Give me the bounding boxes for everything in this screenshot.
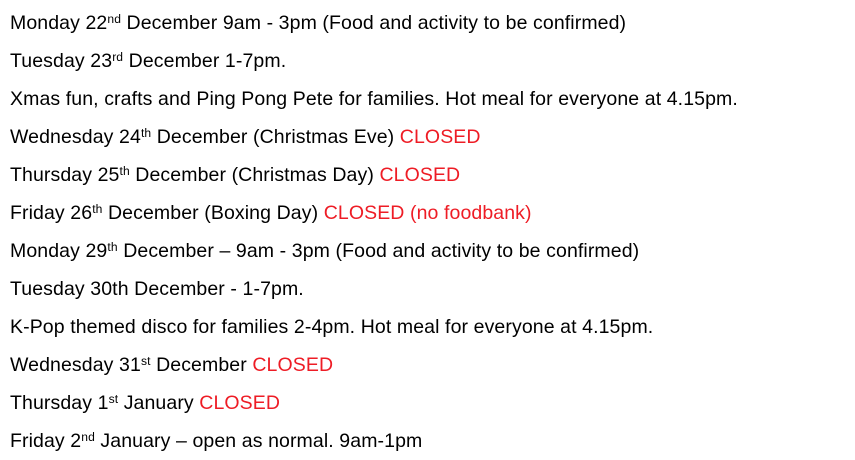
schedule-line <box>10 346 855 384</box>
schedule-text: Xmas fun, crafts and Ping Pong Pete for families. Hot meal for everyone at 4.15pm. <box>10 88 738 110</box>
schedule-text: Wednesday 31 <box>10 354 141 376</box>
schedule-text: December (Boxing Day) <box>102 202 324 224</box>
schedule-line <box>10 270 855 308</box>
closed-label: CLOSED <box>379 164 461 186</box>
schedule-text: December (Christmas Eve) <box>151 126 400 148</box>
schedule-line <box>10 156 855 194</box>
closed-label: CLOSED <box>399 126 481 148</box>
schedule-line <box>10 80 855 118</box>
ordinal-suffix: nd <box>81 429 95 444</box>
closed-label: CLOSED <box>199 392 281 414</box>
ordinal-suffix: st <box>140 353 151 368</box>
schedule-text: December – 9am - 3pm (Food and activity to be confirmed) <box>117 240 640 262</box>
schedule-text: December <box>150 354 253 376</box>
closed-label: CLOSED <box>252 354 334 376</box>
schedule-text: Monday 29 <box>10 240 108 262</box>
schedule-line <box>10 308 855 346</box>
schedule-line <box>10 4 855 42</box>
schedule-line <box>10 422 855 460</box>
schedule-line <box>10 194 855 232</box>
schedule-text: Tuesday 30th December - 1-7pm. <box>10 278 304 300</box>
schedule-text: K-Pop themed disco for families 2-4pm. Hot meal for everyone at 4.15pm. <box>10 316 654 338</box>
schedule-text: January – open as normal. 9am-1pm <box>94 430 423 452</box>
schedule-text: January <box>118 392 200 414</box>
schedule-text: Friday 26 <box>10 202 93 224</box>
schedule-text: Friday 2 <box>10 430 82 452</box>
schedule-text: Monday 22 <box>10 12 108 34</box>
ordinal-suffix: th <box>140 125 152 140</box>
schedule-line <box>10 384 855 422</box>
schedule-text: Thursday 1 <box>10 392 109 414</box>
ordinal-suffix: st <box>108 391 119 406</box>
schedule-text: December 1-7pm. <box>123 50 287 72</box>
ordinal-suffix: th <box>92 201 103 216</box>
schedule-text: December (Christmas Day) <box>129 164 380 186</box>
schedule-text: Tuesday 23 <box>10 50 113 72</box>
schedule-text: Wednesday 24 <box>10 126 141 148</box>
ordinal-suffix: th <box>107 239 118 254</box>
schedule-line <box>10 42 855 80</box>
schedule-line <box>10 118 855 156</box>
ordinal-suffix: nd <box>107 11 122 26</box>
ordinal-suffix: th <box>119 163 130 178</box>
schedule-text: December 9am - 3pm (Food and activity to be confirmed) <box>121 12 627 34</box>
ordinal-suffix: rd <box>112 49 124 64</box>
closed-label: CLOSED (no foodbank) <box>323 202 532 224</box>
schedule-line <box>10 232 855 270</box>
schedule-text: Thursday 25 <box>10 164 120 186</box>
